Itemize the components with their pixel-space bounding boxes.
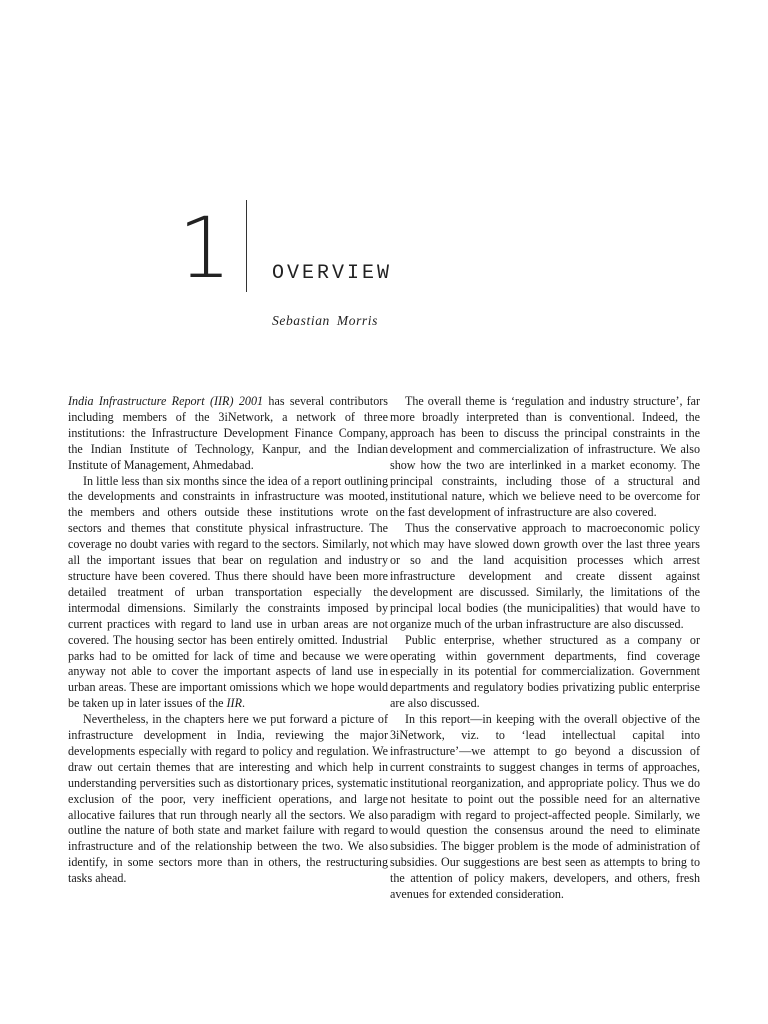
paragraph-text: . <box>241 696 246 711</box>
paragraph: In this report—in keeping with the overall objective of the 3iNetwork, viz. to ‘lead intellectual capital into infrastructure’—we attempt to go beyond a discussion of current constraints to suggest changes in terms of approaches, institutional reorganization, and appropriate policy. Thus we do not hesitate to point out the possible need for an alternative paradigm with regard to project-affected people. Similarly, we would question the consensus around the need to eliminate subsidies. The bigger problem is the mode of administration of subsidies. Our suggestions are best seen as attempts to bring to the attention of policy makers, developers, and others, fresh avenues for extended consideration. <box>390 712 700 902</box>
left-column <box>68 394 388 887</box>
chapter-number: 1 <box>178 199 230 297</box>
paragraph-text: has several contributors including members of the 3iNetwork, a network of three institutions: the Infrastructure Development Finance Company, the Indian Institute of Technology, Kanpur, and the Indian Institute of Management, Ahmedabad. <box>68 394 388 472</box>
chapter-author: Sebastian Morris <box>272 313 378 328</box>
paragraph: Thus the conservative approach to macroeconomic policy which may have slowed down growth over the last three years or so and the land acquisition processes which arrest infrastructure development and create dissent against development are discussed. Similarly, the limitations of the principal local bodies (the municipalities) that would have to organize much of the urban infrastructure are also discussed. <box>390 521 700 631</box>
paragraph: Public enterprise, whether structured as a company or operating within government departments, find coverage especially in its potential for commercialization. Government departments and regulatory bodies privatizing public enterprise are also discussed. <box>390 632 700 711</box>
paragraph <box>68 474 388 713</box>
paragraph <box>68 394 388 474</box>
paragraph: The overall theme is ‘regulation and industry structure’, far more broadly interpreted than is conventional. Indeed, the approach has been to discuss the principal constraints in the development and commercialization of infrastructure. We also show how the two are interlinked in a market economy. The principal constraints, including those of a structural and institutional nature, which we believe need to be overcome for the fast development of infrastructure are also covered. <box>390 394 700 520</box>
paragraph-text: In little less than six months since the idea of a report outlining the developments and constraints in infrastructure was mooted, the members and others outside these institutions wrote on sectors and themes that constitute physical infrastructure. The coverage no doubt varies with regard to the sectors. Similarly, not all the important issues that bear on regulation and industry structure have been covered. Thus there should have been more detailed treatment of urban transportation especially the intermodal dimensions. Similarly the constraints imposed by current practices with regard to land use in urban areas are not covered. The housing sector has been entirely omitted. Industrial parks had to be omitted for lack of time and because we were anyway not able to cover the important aspects of land use in urban areas. These are important omissions which we hope would be taken up in later issues of the <box>68 473 388 711</box>
right-column <box>390 394 700 903</box>
chapter-title: OVERVIEW <box>272 262 393 285</box>
paragraph: Nevertheless, in the chapters here we put forward a picture of infrastructure development in India, reviewing the major developments especially with regard to policy and regulation. We draw out certain themes that are interesting and which help in understanding perversities such as distortionary prices, systematic exclusion of the poor, very inefficient operations, and large allocative failures that run through nearly all the sectors. We also outline the nature of both state and market failure with regard to infrastructure and of the relationship between the two. We also identify, in some sectors more than in others, the restructuring tasks ahead. <box>68 712 388 886</box>
report-title-italic: India Infrastructure Report (IIR) 2001 <box>68 394 264 408</box>
chapter-divider <box>246 200 247 292</box>
iir-italic: IIR <box>226 696 242 711</box>
